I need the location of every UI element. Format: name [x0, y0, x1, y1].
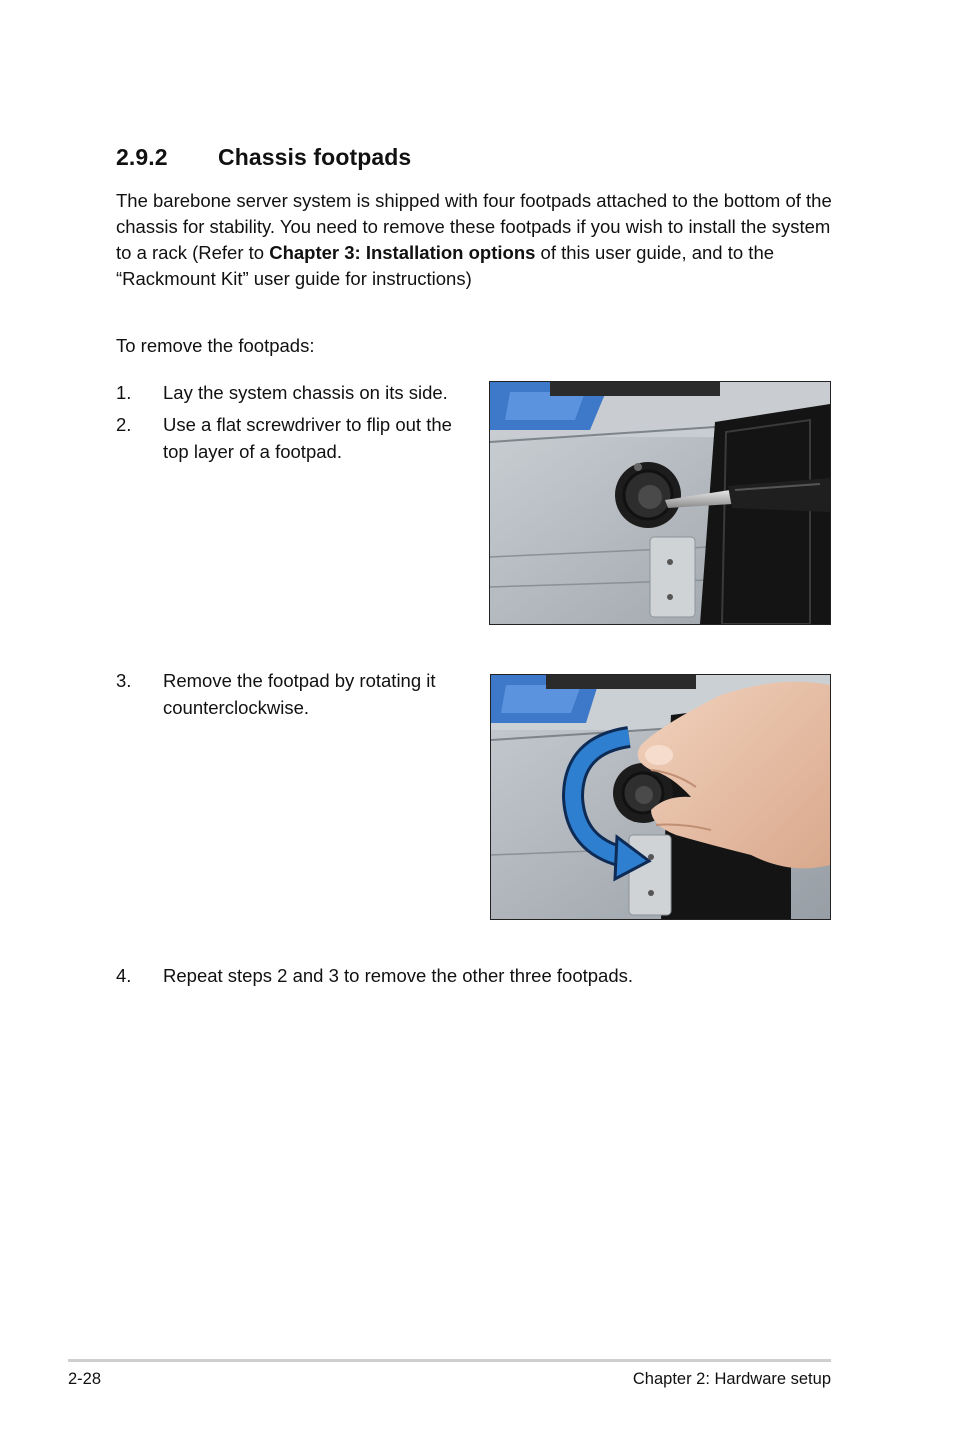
step-number: 1.	[116, 382, 132, 403]
step-number: 4.	[116, 965, 132, 986]
screwdriver-footpad-illustration	[490, 382, 830, 624]
photo-rotating-footpad	[490, 674, 831, 920]
step-4	[116, 963, 836, 990]
step-text-line-1: Remove the footpad by rotating it	[163, 670, 436, 691]
section-number: 2.9.2	[116, 144, 168, 170]
step-1	[116, 380, 476, 407]
footer-divider	[68, 1359, 831, 1362]
paragraph-text-1: The barebone server system is shipped with four footpads attached to the bottom of the chassis for stability. You need to remove these footpads if you wish to install the system to a rack (Refer to	[116, 190, 832, 263]
photo-screwdriver-footpad	[489, 381, 831, 625]
step-2	[116, 412, 476, 466]
step-number: 3.	[116, 670, 132, 691]
rotate-footpad-illustration	[491, 675, 830, 919]
step-text: Repeat steps 2 and 3 to remove the other three footpads.	[163, 965, 633, 986]
step-text: Lay the system chassis on its side.	[163, 382, 448, 403]
procedure-intro: To remove the footpads:	[116, 335, 315, 356]
step-text-line-2: top layer of a footpad.	[163, 440, 342, 462]
section-heading	[116, 144, 411, 171]
paragraph-text-2: of this user guide, and to the “Rackmount Kit” user guide for instructions)	[116, 242, 775, 289]
step-3	[116, 668, 476, 722]
step-text-line-2: counterclockwise.	[163, 696, 310, 718]
chapter-label: Chapter 2: Hardware setup	[632, 1370, 831, 1388]
intro-paragraph	[116, 188, 836, 292]
step-number: 2.	[116, 414, 132, 435]
section-title: Chassis footpads	[218, 144, 412, 170]
step-text-line-1: Use a flat screwdriver to flip out the	[163, 414, 452, 435]
page-number: 2-28	[68, 1370, 102, 1388]
chapter-reference: Chapter 3: Installation options	[269, 242, 536, 263]
